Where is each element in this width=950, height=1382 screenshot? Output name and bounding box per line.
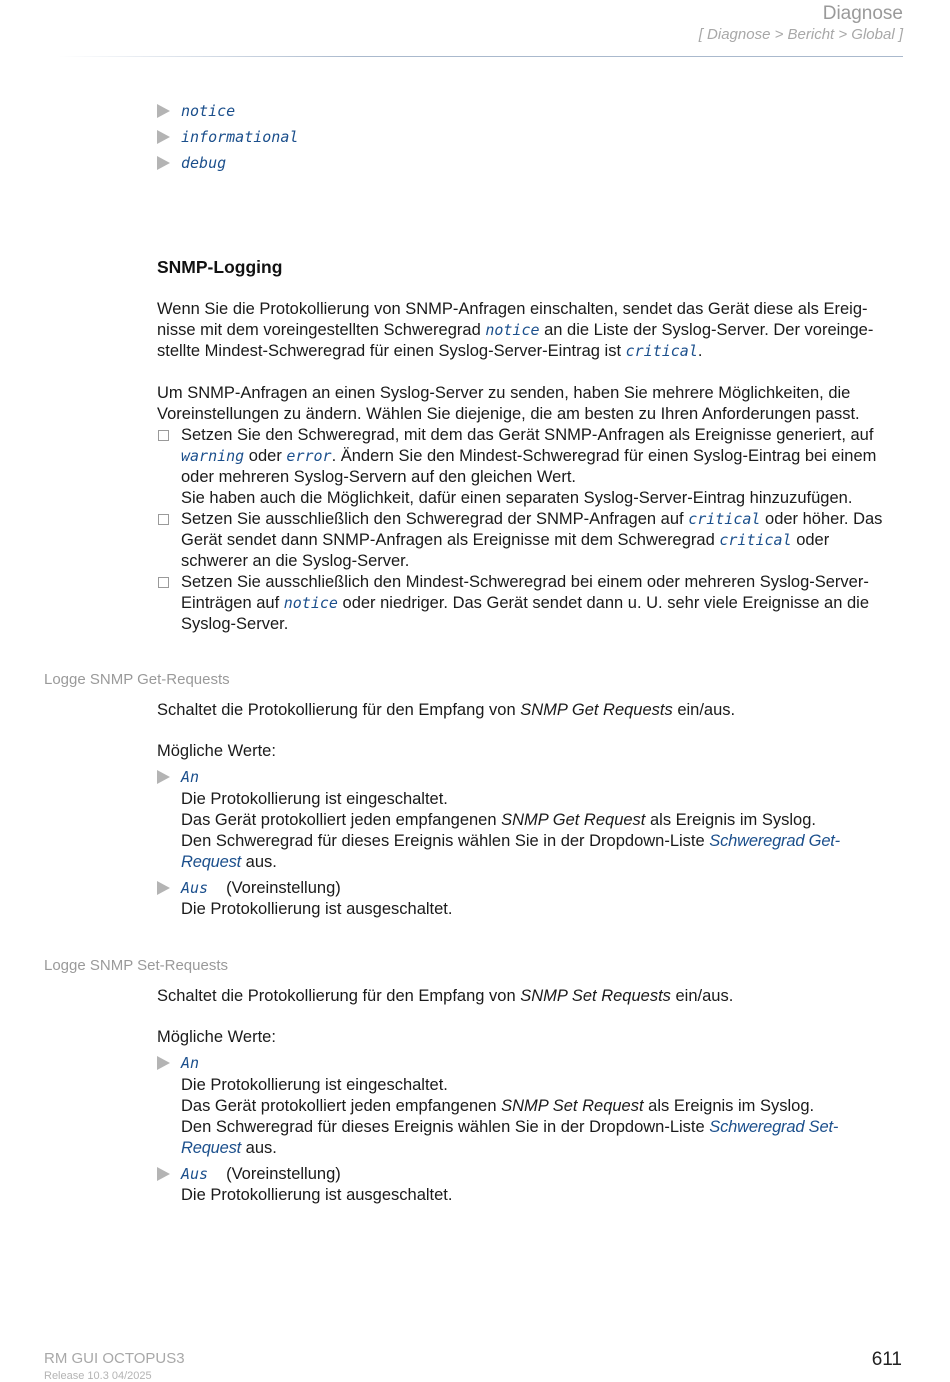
values-label	[157, 741, 904, 762]
code-value: An	[181, 1054, 200, 1072]
text-line: Mögliche Werte:	[157, 1028, 276, 1046]
dropdown-link[interactable]: Schweregrad Set-	[709, 1118, 839, 1136]
emphasis: SNMP Get Request	[501, 811, 646, 829]
text-line: Setzen Sie ausschließlich den Mindest-Schweregrad bei einem oder mehreren Syslog-Server-	[181, 573, 869, 591]
checkbox-bullet-icon	[158, 577, 169, 588]
footer-product: RM GUI OCTOPUS3	[44, 1350, 185, 1367]
text-line: Die Protokollierung ist ausgeschaltet.	[181, 900, 453, 918]
text-line: oder mehreren Syslog-Servern auf den gleichen Wert.	[181, 468, 576, 486]
severity-value: informational	[181, 128, 299, 146]
text-line	[181, 1053, 904, 1075]
snmp-logging-para1	[157, 299, 904, 362]
text-line	[181, 852, 904, 873]
triangle-bullet-icon	[157, 156, 170, 170]
text-line	[181, 446, 904, 467]
list-item	[157, 127, 904, 153]
value-item-off	[157, 878, 904, 920]
list-item	[157, 101, 904, 127]
code-value: critical	[719, 531, 792, 549]
page-header-title: Diagnose	[822, 3, 903, 24]
text-line	[181, 509, 904, 530]
severity-value: debug	[181, 154, 227, 172]
code-value: An	[181, 768, 200, 786]
list-item	[157, 153, 904, 179]
text-line	[157, 320, 904, 341]
header-divider	[58, 56, 903, 57]
code-value: critical	[625, 342, 698, 360]
text-line: Die Protokollierung ist eingeschaltet.	[181, 1076, 448, 1094]
triangle-bullet-icon	[157, 770, 170, 784]
text-line	[181, 831, 904, 852]
snmp-logging-para2	[157, 383, 904, 425]
section-heading: SNMP-Logging	[157, 257, 283, 277]
text-line	[181, 530, 904, 551]
code-value: notice	[283, 594, 338, 612]
text: Setzen Sie ausschließlich den Schweregrad der SNMP-Anfragen auf	[181, 510, 689, 528]
text-line	[157, 700, 904, 721]
text-line	[157, 986, 904, 1007]
text: als Ereignis im Syslog.	[643, 1097, 815, 1115]
text: Schaltet die Protokollierung für den Empfang von	[157, 987, 521, 1005]
dropdown-link[interactable]: Schweregrad Get-	[709, 832, 840, 850]
page-number: 611	[871, 1349, 902, 1370]
default-marker: (Voreinstellung)	[226, 1165, 341, 1183]
checkbox-bullet-icon	[158, 514, 169, 525]
text-line	[181, 767, 904, 789]
text-line	[181, 1138, 904, 1159]
get-values-list	[157, 767, 904, 920]
option-item	[157, 572, 904, 635]
triangle-bullet-icon	[157, 104, 170, 118]
option-item	[157, 509, 904, 572]
text: ein/aus.	[672, 701, 736, 719]
code-value: Aus	[181, 1165, 209, 1183]
text: Das Gerät protokolliert jeden empfangenen	[181, 811, 502, 829]
parameter-label: Logge SNMP Get-Requests	[44, 671, 230, 688]
text: oder	[244, 447, 287, 465]
text: an die Liste der Syslog-Server. Der voreinge-	[539, 321, 874, 339]
code-value: warning	[181, 447, 245, 465]
triangle-bullet-icon	[157, 881, 170, 895]
text-line	[181, 1164, 904, 1185]
text-line: Voreinstellungen zu ändern. Wählen Sie diejenige, die am besten zu Ihren Anforderungen passt.	[157, 405, 860, 423]
text: oder	[791, 531, 830, 549]
text: oder höher. Das	[760, 510, 883, 528]
text-line: Mögliche Werte:	[157, 742, 276, 760]
get-requests-description	[157, 700, 904, 721]
text: ein/aus.	[670, 987, 734, 1005]
text-line: schwerer an die Syslog-Server.	[181, 552, 410, 570]
text: .	[697, 342, 703, 360]
text: Gerät sendet dann SNMP-Anfragen als Ereignisse mit dem Schweregrad	[181, 531, 720, 549]
options-list	[157, 425, 904, 635]
value-item-off	[157, 1164, 904, 1206]
severity-value: notice	[181, 102, 236, 120]
text: Einträgen auf	[181, 594, 284, 612]
default-marker: (Voreinstellung)	[226, 879, 341, 897]
text-line: Syslog-Server.	[181, 615, 289, 633]
severity-list	[157, 101, 904, 179]
text: nisse mit dem voreingestellten Schweregrad	[157, 321, 486, 339]
values-label	[157, 1027, 904, 1048]
text: Den Schweregrad für dieses Ereignis wählen Sie in der Dropdown-Liste	[181, 1118, 710, 1136]
text-line	[181, 1117, 904, 1138]
text-line: Sie haben auch die Möglichkeit, dafür einen separaten Syslog-Server-Eintrag hinzuzufügen.	[181, 489, 853, 507]
set-values-list	[157, 1053, 904, 1206]
text: . Ändern Sie den Mindest-Schweregrad für einen Syslog-Eintrag bei einem	[331, 447, 877, 465]
text: als Ereignis im Syslog.	[645, 811, 816, 829]
dropdown-link[interactable]: Request	[181, 853, 242, 871]
text-line: Die Protokollierung ist eingeschaltet.	[181, 790, 448, 808]
dropdown-link[interactable]: Request	[181, 1139, 242, 1157]
text-line	[181, 1096, 904, 1117]
footer-release: Release 10.3 04/2025	[44, 1370, 152, 1382]
text: Das Gerät protokolliert jeden empfangenen	[181, 1097, 502, 1115]
text-line: Die Protokollierung ist ausgeschaltet.	[181, 1186, 453, 1204]
value-item-on	[157, 767, 904, 873]
code-value: critical	[688, 510, 761, 528]
text-line: Um SNMP-Anfragen an einen Syslog-Server zu senden, haben Sie mehrere Möglichkeiten, die	[157, 384, 851, 402]
triangle-bullet-icon	[157, 130, 170, 144]
text: aus.	[241, 853, 277, 871]
code-value: notice	[485, 321, 540, 339]
triangle-bullet-icon	[157, 1167, 170, 1181]
checkbox-bullet-icon	[158, 430, 169, 441]
value-item-on	[157, 1053, 904, 1159]
text: stellte Mindest-Schweregrad für einen Syslog-Server-Eintrag ist	[157, 342, 626, 360]
text: Den Schweregrad für dieses Ereignis wählen Sie in der Dropdown-Liste	[181, 832, 710, 850]
emphasis: SNMP Get Requests	[520, 701, 673, 719]
text: Schaltet die Protokollierung für den Empfang von	[157, 701, 521, 719]
option-item	[157, 425, 904, 509]
text-line: Wenn Sie die Protokollierung von SNMP-Anfragen einschalten, sendet das Gerät diese als Ereig-	[157, 300, 868, 318]
parameter-label: Logge SNMP Set-Requests	[44, 957, 228, 974]
code-value: Aus	[181, 879, 209, 897]
text: aus.	[241, 1139, 277, 1157]
emphasis: SNMP Set Requests	[520, 987, 671, 1005]
breadcrumb: [ Diagnose > Bericht > Global ]	[698, 26, 903, 43]
text-line	[181, 878, 904, 899]
text-line	[181, 593, 904, 614]
text-line: Setzen Sie den Schweregrad, mit dem das Gerät SNMP-Anfragen als Ereignisse generiert, auf	[181, 426, 874, 444]
emphasis: SNMP Set Request	[501, 1097, 644, 1115]
text-line	[181, 810, 904, 831]
set-requests-description	[157, 986, 904, 1007]
triangle-bullet-icon	[157, 1056, 170, 1070]
text-line	[157, 341, 904, 362]
text: oder niedriger. Das Gerät sendet dann u. U. sehr viele Ereignisse an die	[337, 594, 869, 612]
code-value: error	[286, 447, 332, 465]
